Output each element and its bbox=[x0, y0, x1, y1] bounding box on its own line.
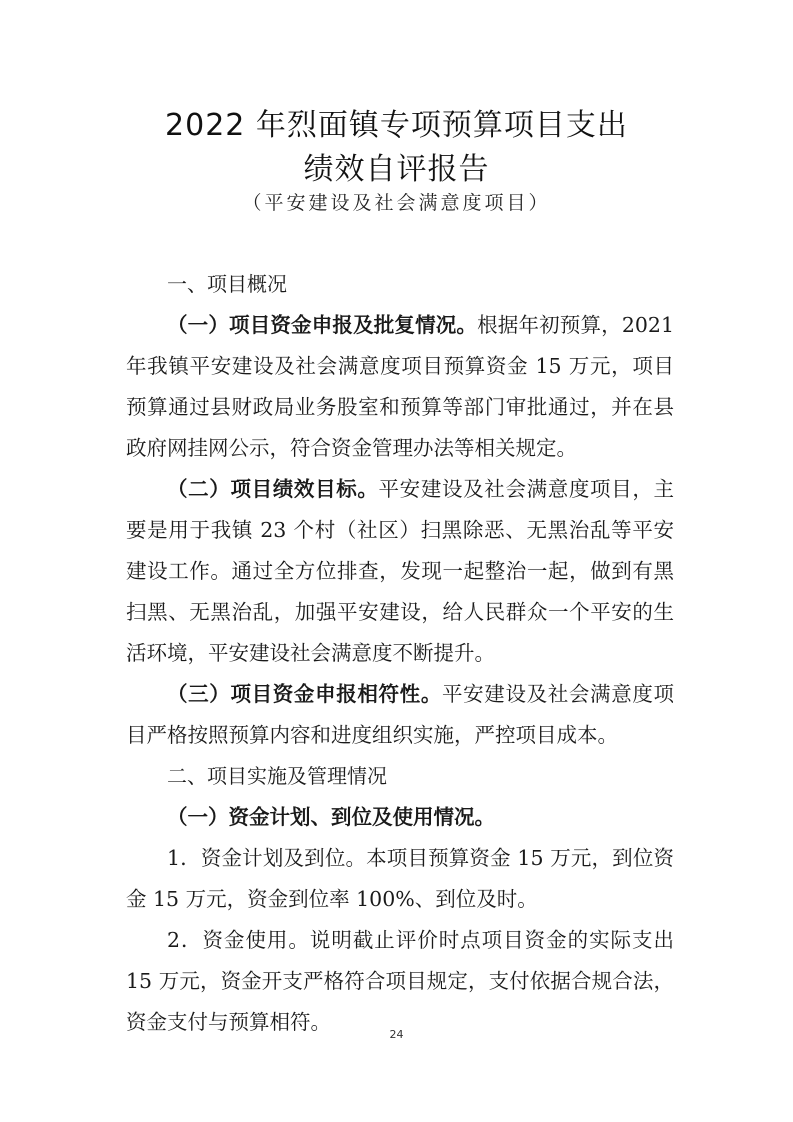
paragraph2-text: 平安建设及社会满意度项目，主要是用于我镇 23 个村（社区）扫黑除恶、无黑治乱等平安建设工作。通过全方位排查，发现一起整治一起，做到有黑扫黑、无黑治乱，加强平安建设，给人民群众一个平安的生活环境，平安建设社会满意度不断提升。 bbox=[126, 477, 675, 665]
section1-paragraph2 bbox=[126, 469, 674, 674]
section2-heading: 二、项目实施及管理情况 bbox=[167, 764, 387, 788]
paragraph3-lead: （三）项目资金申报相符性。 bbox=[167, 682, 442, 706]
section1-paragraph1 bbox=[126, 305, 674, 469]
section2-subheading1: （一）资金计划、到位及使用情况。 bbox=[167, 805, 495, 829]
document-body bbox=[126, 264, 674, 1043]
document-title-line2: 绩效自评报告 bbox=[303, 152, 490, 187]
document-title-line1: 2022 年烈面镇专项预算项目支出 bbox=[165, 108, 628, 143]
section1-heading: 一、项目概况 bbox=[167, 272, 287, 296]
paragraph1-lead: （一）项目资金申报及批复情况。 bbox=[167, 313, 478, 337]
paragraph1-text: 根据年初预算，2021 年我镇平安建设及社会满意度项目预算资金 15 万元，项目预算通过县财政局业务股室和预算等部门审批通过，并在县政府网挂网公示，符合资金管理办法等相关规定。 bbox=[126, 313, 674, 460]
section1-paragraph3 bbox=[126, 674, 674, 756]
paragraph2-lead: （二）项目绩效目标。 bbox=[167, 477, 379, 501]
section2-item1: 1．资金计划及到位。本项目预算资金 15 万元，到位资金 15 万元，资金到位率 100%、到位及时。 bbox=[126, 846, 674, 911]
paragraph3-text: 平安建设及社会满意度项目严格按照预算内容和进度组织实施，严控项目成本。 bbox=[126, 682, 675, 747]
page-number: 24 bbox=[389, 1028, 404, 1041]
document-subtitle: （平安建设及社会满意度项目） bbox=[242, 192, 551, 214]
section2-item2: 2．资金使用。说明截止评价时点项目资金的实际支出 15 万元，资金开支严格符合项目规定，支付依据合规合法，资金支付与预算相符。 bbox=[126, 928, 674, 1034]
